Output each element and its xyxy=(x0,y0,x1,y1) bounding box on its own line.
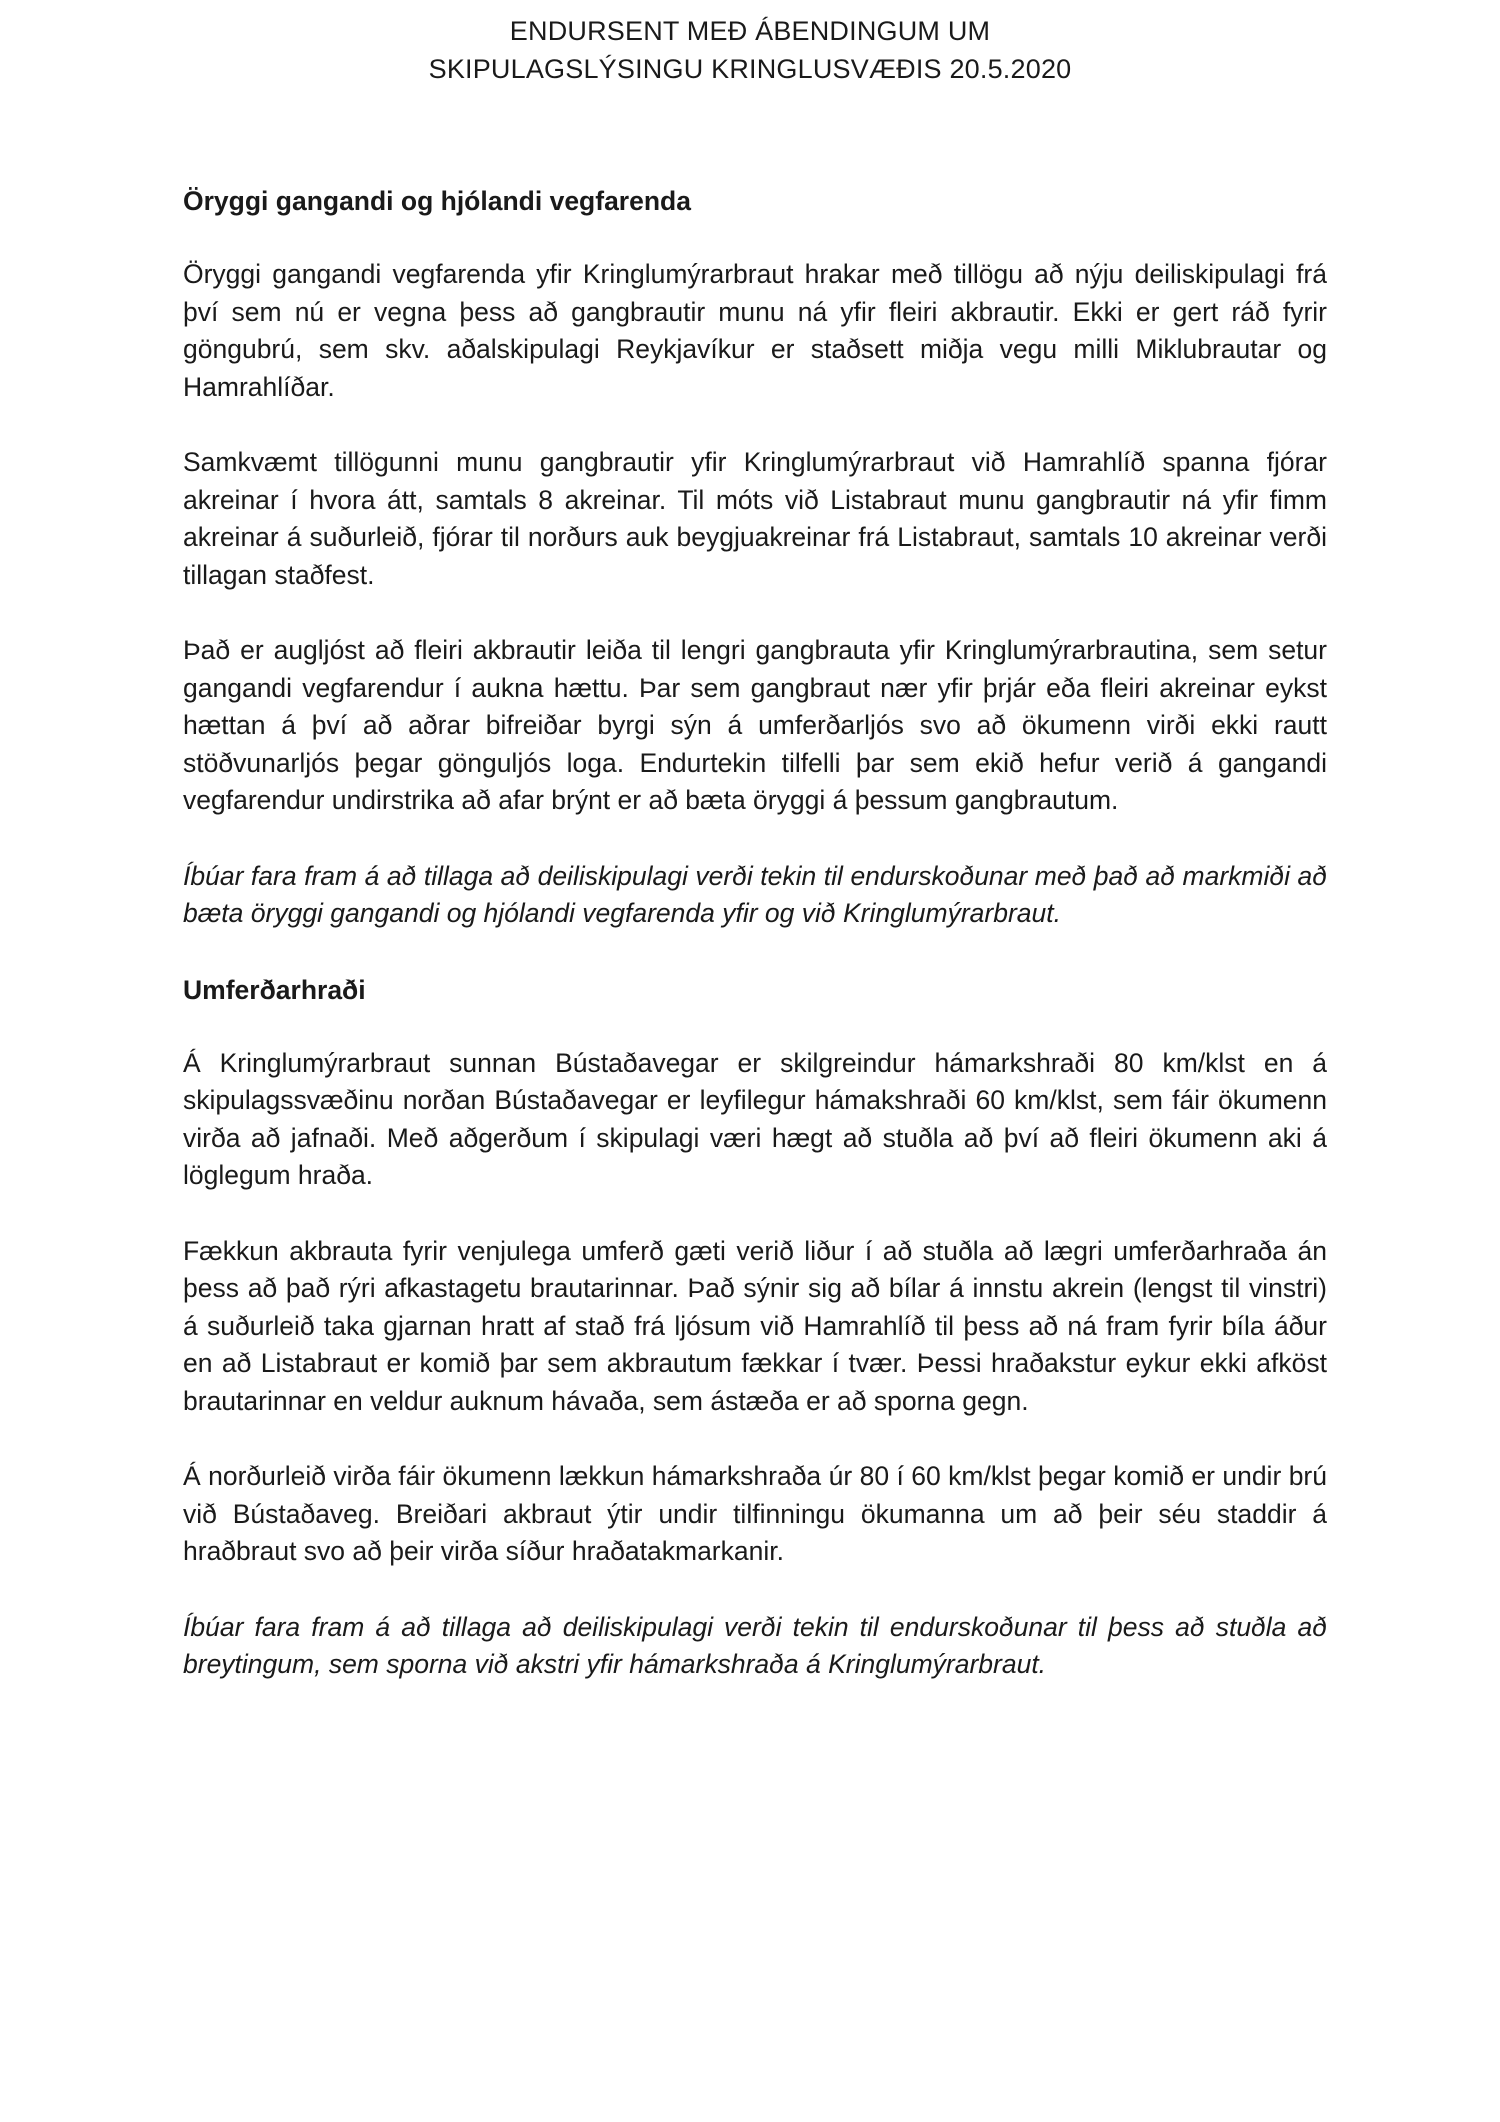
paragraph: Fækkun akbrauta fyrir venjulega umferð gæti verið liður í að stuðla að lægri umferðarhraða án þess að það rýri afkastagetu brautarinnar. Það sýnir sig að bílar á innstu akrein (lengst til vinstri) á suðurleið taka gjarnan hratt af stað frá ljósum við Hamrahlíð til þess að ná fram fyrir bíla áður en að Listabraut er komið þar sem akbrautum fækkar í tvær. Þessi hraðakstur eykur ekki afköst brautarinnar en veldur auknum hávaða, sem ástæða er að sporna gegn. xyxy=(183,1235,1327,1416)
paragraph: Það er augljóst að fleiri akbrautir leiða til lengri gangbrauta yfir Kringlumýrarbrautina, sem setur gangandi vegfarendur í aukna hættu. Þar sem gangbraut nær yfir þrjár eða fleiri akreinar eykst hættan á því að aðrar bifreiðar byrgi sýn á umferðarljós svo að ökumenn virði ekki rautt stöðvunarljós þegar gönguljós loga. Endurtekin tilfelli þar sem ekið hefur verið á gangandi vegfarendur undirstrika að afar brýnt er að bæta öryggi á þessum gangbrautum. xyxy=(183,635,1327,815)
header-line-2: SKIPULAGSLÝSINGU KRINGLUSVÆÐIS 20.5.2020 xyxy=(428,54,1072,84)
paragraph: Á Kringlumýrarbraut sunnan Bústaðavegar er skilgreindur hámarkshraði 80 km/klst en á skipulagssvæðinu norðan Bústaðavegar er leyfilegur hámakshraði 60 km/klst, sem fáir ökumenn virða að jafnaði. Með aðgerðum í skipulagi væri hægt að stuðla að því að fleiri ökumenn aki á löglegum hraða. xyxy=(183,1047,1327,1190)
section-heading: Umferðarhraði xyxy=(183,974,366,1005)
page-header xyxy=(0,12,1500,88)
paragraph: Öryggi gangandi vegfarenda yfir Kringlumýrarbraut hrakar með tillögu að nýju deiliskipulagi frá því sem nú er vegna þess að gangbrautir munu ná yfir fleiri akbrautir. Ekki er gert ráð fyrir göngubrú, sem skv. aðalskipulagi Reykjavíkur er staðsett miðja vegu milli Miklubrautar og Hamrahlíðar. xyxy=(183,259,1327,402)
conclusion-paragraph: Íbúar fara fram á að tillaga að deiliskipulagi verði tekin til endurskoðunar til þess að stuðla að breytingum, sem sporna við akstri yfir hámarkshraða á Kringlumýrarbraut. xyxy=(183,1611,1327,1679)
conclusion-paragraph: Íbúar fara fram á að tillaga að deiliskipulagi verði tekin til endurskoðunar með það að markmiði að bæta öryggi gangandi og hjólandi vegfarenda yfir og við Kringlumýrarbraut. xyxy=(183,860,1327,928)
document-body xyxy=(183,182,1327,1722)
section-safety xyxy=(183,182,1327,933)
paragraph: Samkvæmt tillögunni munu gangbrautir yfir Kringlumýrarbraut við Hamrahlíð spanna fjórar akreinar í hvora átt, samtals 8 akreinar. Til móts við Listabraut munu gangbrautir ná yfir fimm akreinar á suðurleið, fjórar til norðurs auk beygjuakreinar frá Listabraut, samtals 10 akreinar verði tillagan staðfest. xyxy=(183,447,1327,590)
section-traffic-speed xyxy=(183,971,1327,1684)
paragraph: Á norðurleið virða fáir ökumenn lækkun hámarkshraða úr 80 í 60 km/klst þegar komið er undir brú við Bústaðaveg. Breiðari akbraut ýtir undir tilfinningu ökumanna um að þeir séu staddir á hraðbraut svo að þeir virða síður hraðatakmarkanir. xyxy=(183,1461,1327,1566)
section-heading: Öryggi gangandi og hjólandi vegfarenda xyxy=(183,186,691,216)
header-line-1: ENDURSENT MEÐ ÁBENDINGUM UM xyxy=(509,16,991,46)
